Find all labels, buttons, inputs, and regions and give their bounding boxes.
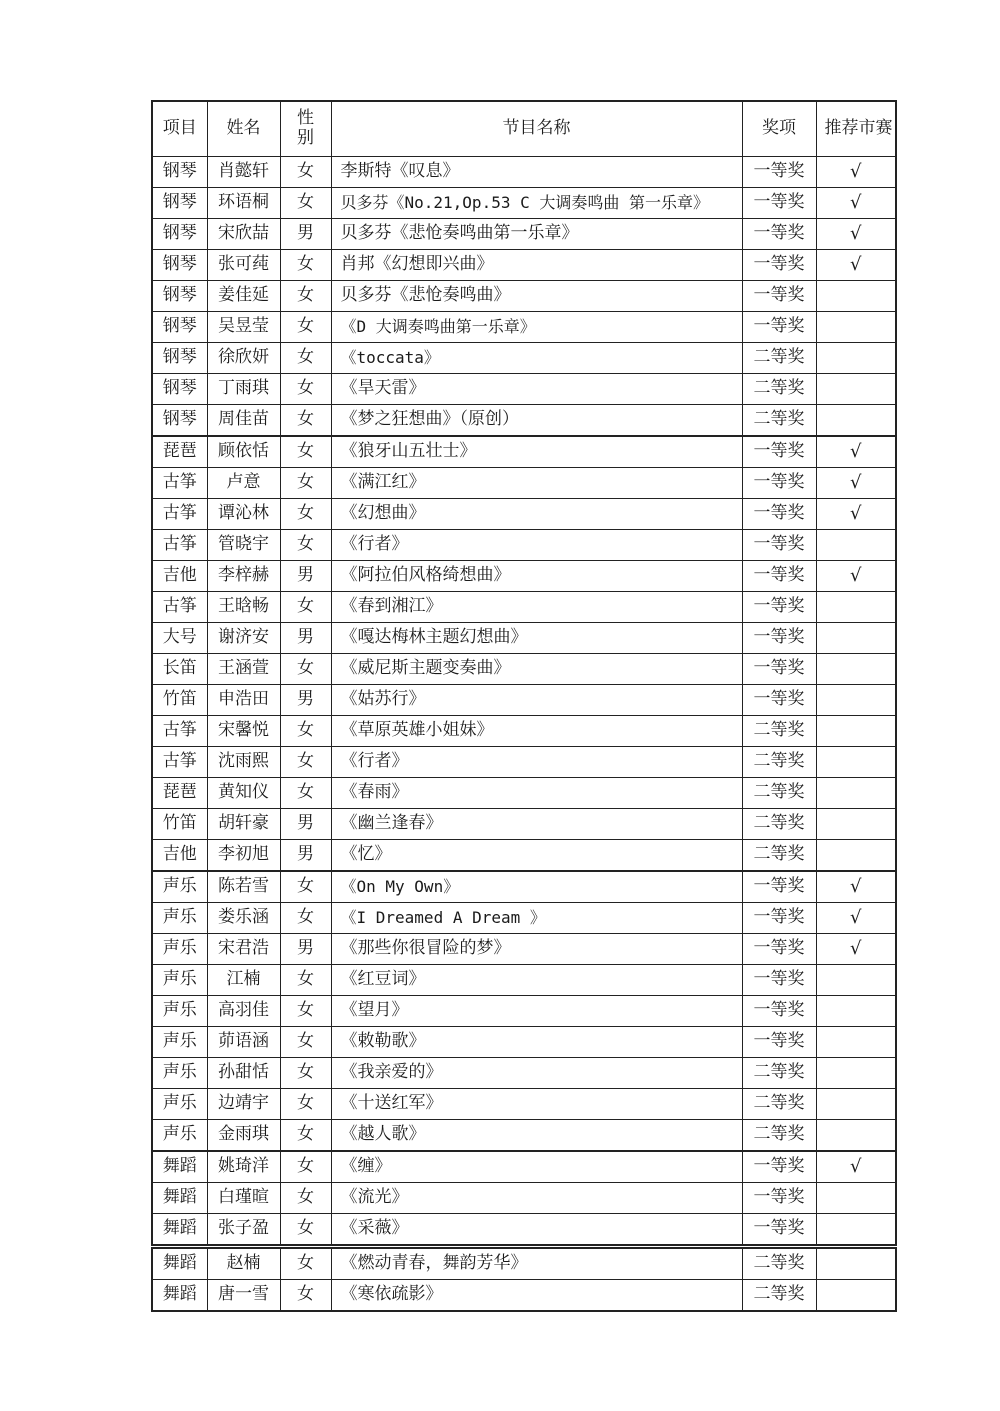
cell-category: 古筝	[152, 716, 207, 747]
cell-category: 声乐	[152, 1058, 207, 1089]
cell-recommend: √	[816, 157, 896, 188]
cell-award: 二等奖	[742, 374, 816, 405]
cell-recommend: √	[816, 219, 896, 250]
cell-gender: 女	[280, 530, 331, 561]
cell-category: 声乐	[152, 1027, 207, 1058]
cell-recommend	[816, 592, 896, 623]
cell-category: 钢琴	[152, 250, 207, 281]
table-row	[152, 934, 896, 965]
cell-award: 一等奖	[742, 499, 816, 530]
cell-program: 李斯特《叹息》	[331, 157, 742, 188]
cell-gender: 女	[280, 1214, 331, 1246]
cell-program: 《流光》	[331, 1183, 742, 1214]
cell-award: 一等奖	[742, 871, 816, 903]
cell-gender: 女	[280, 436, 331, 468]
table-row	[152, 1280, 896, 1312]
table-row	[152, 468, 896, 499]
cell-gender: 男	[280, 934, 331, 965]
cell-recommend	[816, 1027, 896, 1058]
cell-program: 《越人歌》	[331, 1120, 742, 1152]
cell-recommend	[816, 1089, 896, 1120]
cell-category: 琵琶	[152, 778, 207, 809]
cell-award: 一等奖	[742, 1214, 816, 1246]
cell-program: 《草原英雄小姐妹》	[331, 716, 742, 747]
cell-award: 一等奖	[742, 468, 816, 499]
cell-recommend: √	[816, 871, 896, 903]
cell-category: 钢琴	[152, 312, 207, 343]
cell-gender: 女	[280, 343, 331, 374]
cell-name: 王涵萱	[207, 654, 280, 685]
table-row	[152, 343, 896, 374]
cell-name: 黄知仪	[207, 778, 280, 809]
cell-gender: 女	[280, 188, 331, 219]
cell-name: 边靖宇	[207, 1089, 280, 1120]
cell-category: 钢琴	[152, 188, 207, 219]
cell-name: 李初旭	[207, 840, 280, 872]
cell-name: 谭沁林	[207, 499, 280, 530]
cell-category: 声乐	[152, 1089, 207, 1120]
table-row	[152, 778, 896, 809]
cell-category: 古筝	[152, 468, 207, 499]
cell-gender: 女	[280, 499, 331, 530]
cell-category: 声乐	[152, 996, 207, 1027]
cell-award: 二等奖	[742, 1248, 816, 1280]
cell-program: 肖邦《幻想即兴曲》	[331, 250, 742, 281]
table-row	[152, 281, 896, 312]
header-program: 节目名称	[331, 101, 742, 157]
cell-recommend	[816, 343, 896, 374]
cell-name: 沈雨熙	[207, 747, 280, 778]
table-row	[152, 965, 896, 996]
table-row	[152, 157, 896, 188]
cell-recommend	[816, 1120, 896, 1152]
cell-category: 吉他	[152, 561, 207, 592]
cell-recommend	[816, 1058, 896, 1089]
cell-program: 《行者》	[331, 530, 742, 561]
cell-recommend	[816, 623, 896, 654]
cell-award: 一等奖	[742, 436, 816, 468]
table-row	[152, 716, 896, 747]
cell-award: 二等奖	[742, 343, 816, 374]
cell-category: 琵琶	[152, 436, 207, 468]
cell-award: 一等奖	[742, 1151, 816, 1183]
table-row	[152, 188, 896, 219]
cell-category: 声乐	[152, 871, 207, 903]
table-row	[152, 903, 896, 934]
cell-gender: 女	[280, 374, 331, 405]
cell-category: 古筝	[152, 592, 207, 623]
cell-program: 《敕勒歌》	[331, 1027, 742, 1058]
cell-program: 《幽兰逢春》	[331, 809, 742, 840]
cell-name: 陈若雪	[207, 871, 280, 903]
cell-program: 《红豆词》	[331, 965, 742, 996]
table-row	[152, 1027, 896, 1058]
table-header-row	[152, 101, 896, 157]
table-row	[152, 1248, 896, 1280]
cell-award: 一等奖	[742, 219, 816, 250]
cell-recommend	[816, 1280, 896, 1312]
table-row	[152, 1214, 896, 1246]
cell-program: 《望月》	[331, 996, 742, 1027]
cell-award: 一等奖	[742, 157, 816, 188]
cell-recommend	[816, 747, 896, 778]
cell-category: 声乐	[152, 903, 207, 934]
cell-category: 舞蹈	[152, 1214, 207, 1246]
cell-award: 一等奖	[742, 188, 816, 219]
table-row	[152, 219, 896, 250]
cell-program: 《满江红》	[331, 468, 742, 499]
cell-award: 一等奖	[742, 965, 816, 996]
cell-name: 李梓赫	[207, 561, 280, 592]
cell-gender: 男	[280, 623, 331, 654]
cell-recommend: √	[816, 188, 896, 219]
cell-name: 王晗畅	[207, 592, 280, 623]
table-row	[152, 561, 896, 592]
cell-name: 谢济安	[207, 623, 280, 654]
table-row	[152, 1151, 896, 1183]
cell-name: 姚琦洋	[207, 1151, 280, 1183]
cell-recommend	[816, 685, 896, 716]
cell-name: 申浩田	[207, 685, 280, 716]
cell-program: 《行者》	[331, 747, 742, 778]
cell-recommend	[816, 405, 896, 437]
cell-name: 吴昱莹	[207, 312, 280, 343]
cell-program: 《寒依疏影》	[331, 1280, 742, 1312]
table-row	[152, 530, 896, 561]
cell-category: 长笛	[152, 654, 207, 685]
cell-program: 《缠》	[331, 1151, 742, 1183]
cell-gender: 女	[280, 281, 331, 312]
cell-recommend: √	[816, 1151, 896, 1183]
cell-category: 舞蹈	[152, 1280, 207, 1312]
cell-gender: 女	[280, 965, 331, 996]
cell-award: 二等奖	[742, 1089, 816, 1120]
cell-award: 一等奖	[742, 1027, 816, 1058]
table-row	[152, 499, 896, 530]
cell-recommend	[816, 716, 896, 747]
cell-gender: 女	[280, 1151, 331, 1183]
cell-recommend	[816, 312, 896, 343]
cell-name: 胡轩豪	[207, 809, 280, 840]
cell-program: 贝多芬《No.21,Op.53 C 大调奏鸣曲 第一乐章》	[331, 188, 742, 219]
cell-award: 二等奖	[742, 1120, 816, 1152]
table-row	[152, 405, 896, 437]
cell-name: 张可莼	[207, 250, 280, 281]
cell-recommend	[816, 654, 896, 685]
cell-category: 声乐	[152, 1120, 207, 1152]
cell-gender: 女	[280, 871, 331, 903]
cell-gender: 女	[280, 716, 331, 747]
cell-award: 一等奖	[742, 561, 816, 592]
table-row	[152, 1089, 896, 1120]
table-row	[152, 747, 896, 778]
cell-category: 古筝	[152, 747, 207, 778]
cell-name: 宋欣喆	[207, 219, 280, 250]
table-row	[152, 654, 896, 685]
cell-program: 《旱天雷》	[331, 374, 742, 405]
table-row	[152, 374, 896, 405]
cell-recommend	[816, 965, 896, 996]
cell-gender: 女	[280, 1089, 331, 1120]
cell-recommend	[816, 281, 896, 312]
award-table-continued	[151, 1247, 897, 1312]
cell-award: 二等奖	[742, 840, 816, 872]
cell-name: 环语桐	[207, 188, 280, 219]
header-category: 项目	[152, 101, 207, 157]
cell-recommend	[816, 374, 896, 405]
cell-award: 一等奖	[742, 996, 816, 1027]
cell-award: 一等奖	[742, 592, 816, 623]
award-table	[151, 100, 897, 1246]
header-recommend: 推荐市赛	[816, 101, 896, 157]
cell-award: 一等奖	[742, 281, 816, 312]
cell-award: 一等奖	[742, 934, 816, 965]
cell-program: 《采薇》	[331, 1214, 742, 1246]
cell-program: 《十送红军》	[331, 1089, 742, 1120]
cell-award: 一等奖	[742, 623, 816, 654]
cell-name: 孙甜恬	[207, 1058, 280, 1089]
cell-gender: 女	[280, 1280, 331, 1312]
cell-program: 《威尼斯主题变奏曲》	[331, 654, 742, 685]
cell-name: 顾依恬	[207, 436, 280, 468]
cell-category: 钢琴	[152, 405, 207, 437]
cell-program: 《梦之狂想曲》（原创）	[331, 405, 742, 437]
cell-name: 娄乐涵	[207, 903, 280, 934]
cell-award: 二等奖	[742, 1058, 816, 1089]
table-row	[152, 312, 896, 343]
cell-gender: 男	[280, 840, 331, 872]
cell-gender: 女	[280, 1058, 331, 1089]
cell-award: 一等奖	[742, 903, 816, 934]
cell-name: 白瑾暄	[207, 1183, 280, 1214]
table-row	[152, 436, 896, 468]
cell-program: 《燃动青春，舞韵芳华》	[331, 1248, 742, 1280]
cell-gender: 女	[280, 996, 331, 1027]
cell-name: 周佳苗	[207, 405, 280, 437]
cell-recommend: √	[816, 903, 896, 934]
cell-category: 钢琴	[152, 343, 207, 374]
cell-recommend: √	[816, 468, 896, 499]
cell-name: 丁雨琪	[207, 374, 280, 405]
cell-recommend	[816, 1214, 896, 1246]
cell-award: 二等奖	[742, 1280, 816, 1312]
cell-category: 大号	[152, 623, 207, 654]
cell-gender: 女	[280, 1027, 331, 1058]
table-row	[152, 809, 896, 840]
table-body	[152, 157, 896, 1246]
cell-gender: 女	[280, 312, 331, 343]
cell-name: 唐一雪	[207, 1280, 280, 1312]
cell-recommend: √	[816, 561, 896, 592]
cell-award: 一等奖	[742, 654, 816, 685]
cell-program: 《我亲爱的》	[331, 1058, 742, 1089]
cell-gender: 女	[280, 592, 331, 623]
cell-category: 钢琴	[152, 374, 207, 405]
cell-award: 二等奖	[742, 747, 816, 778]
cell-gender: 男	[280, 809, 331, 840]
cell-name: 肖懿轩	[207, 157, 280, 188]
cell-gender: 女	[280, 250, 331, 281]
cell-program: 贝多芬《悲怆奏鸣曲》	[331, 281, 742, 312]
cell-gender: 女	[280, 778, 331, 809]
cell-name: 宋君浩	[207, 934, 280, 965]
table-row	[152, 685, 896, 716]
cell-category: 钢琴	[152, 219, 207, 250]
cell-program: 贝多芬《悲怆奏鸣曲第一乐章》	[331, 219, 742, 250]
cell-award: 一等奖	[742, 250, 816, 281]
cell-name: 赵楠	[207, 1248, 280, 1280]
table-row	[152, 871, 896, 903]
cell-award: 二等奖	[742, 405, 816, 437]
cell-program: 《toccata》	[331, 343, 742, 374]
cell-program: 《狼牙山五壮士》	[331, 436, 742, 468]
cell-program: 《On My Own》	[331, 871, 742, 903]
cell-category: 竹笛	[152, 809, 207, 840]
cell-recommend	[816, 809, 896, 840]
cell-program: 《忆》	[331, 840, 742, 872]
table-row	[152, 996, 896, 1027]
table-row	[152, 1120, 896, 1152]
cell-program: 《那些你很冒险的梦》	[331, 934, 742, 965]
cell-award: 二等奖	[742, 778, 816, 809]
cell-name: 宋馨悦	[207, 716, 280, 747]
cell-category: 舞蹈	[152, 1151, 207, 1183]
cell-recommend: √	[816, 250, 896, 281]
cell-recommend: √	[816, 436, 896, 468]
cell-recommend: √	[816, 499, 896, 530]
table-row	[152, 840, 896, 872]
cell-program: 《姑苏行》	[331, 685, 742, 716]
cell-recommend: √	[816, 934, 896, 965]
cell-name: 姜佳延	[207, 281, 280, 312]
cell-recommend	[816, 1183, 896, 1214]
cell-category: 吉他	[152, 840, 207, 872]
header-award: 奖项	[742, 101, 816, 157]
cell-program: 《D 大调奏鸣曲第一乐章》	[331, 312, 742, 343]
cell-gender: 女	[280, 1120, 331, 1152]
cell-program: 《春到湘江》	[331, 592, 742, 623]
cell-gender: 女	[280, 654, 331, 685]
cell-category: 钢琴	[152, 281, 207, 312]
cell-name: 张子盈	[207, 1214, 280, 1246]
cell-award: 一等奖	[742, 530, 816, 561]
cell-award: 一等奖	[742, 312, 816, 343]
cell-name: 江楠	[207, 965, 280, 996]
cell-recommend	[816, 996, 896, 1027]
table-row	[152, 250, 896, 281]
cell-category: 钢琴	[152, 157, 207, 188]
cell-program: 《阿拉伯风格绮想曲》	[331, 561, 742, 592]
cell-gender: 男	[280, 561, 331, 592]
cell-gender: 女	[280, 903, 331, 934]
cell-gender: 男	[280, 219, 331, 250]
cell-gender: 女	[280, 1248, 331, 1280]
cell-category: 古筝	[152, 530, 207, 561]
table-row	[152, 1183, 896, 1214]
cell-category: 古筝	[152, 499, 207, 530]
cell-recommend	[816, 1248, 896, 1280]
cell-category: 声乐	[152, 934, 207, 965]
cell-category: 声乐	[152, 965, 207, 996]
cell-award: 二等奖	[742, 809, 816, 840]
cell-recommend	[816, 778, 896, 809]
cell-name: 高羽佳	[207, 996, 280, 1027]
cell-recommend	[816, 840, 896, 872]
cell-name: 茆语涵	[207, 1027, 280, 1058]
table-row	[152, 1058, 896, 1089]
cell-program: 《春雨》	[331, 778, 742, 809]
header-name: 姓名	[207, 101, 280, 157]
cell-gender: 女	[280, 468, 331, 499]
cell-category: 舞蹈	[152, 1183, 207, 1214]
cell-award: 一等奖	[742, 685, 816, 716]
cell-category: 竹笛	[152, 685, 207, 716]
cell-name: 管晓宇	[207, 530, 280, 561]
table-row	[152, 592, 896, 623]
cell-gender: 女	[280, 157, 331, 188]
cell-program: 《嘎达梅林主题幻想曲》	[331, 623, 742, 654]
cell-name: 卢意	[207, 468, 280, 499]
table-body-continued	[152, 1248, 896, 1311]
cell-gender: 男	[280, 685, 331, 716]
cell-name: 金雨琪	[207, 1120, 280, 1152]
cell-gender: 女	[280, 747, 331, 778]
cell-gender: 女	[280, 1183, 331, 1214]
cell-program: 《I Dreamed A Dream 》	[331, 903, 742, 934]
cell-award: 二等奖	[742, 716, 816, 747]
header-gender: 性别	[280, 101, 331, 157]
cell-award: 一等奖	[742, 1183, 816, 1214]
cell-recommend	[816, 530, 896, 561]
cell-program: 《幻想曲》	[331, 499, 742, 530]
cell-gender: 女	[280, 405, 331, 437]
table-row	[152, 623, 896, 654]
cell-category: 舞蹈	[152, 1248, 207, 1280]
cell-name: 徐欣妍	[207, 343, 280, 374]
